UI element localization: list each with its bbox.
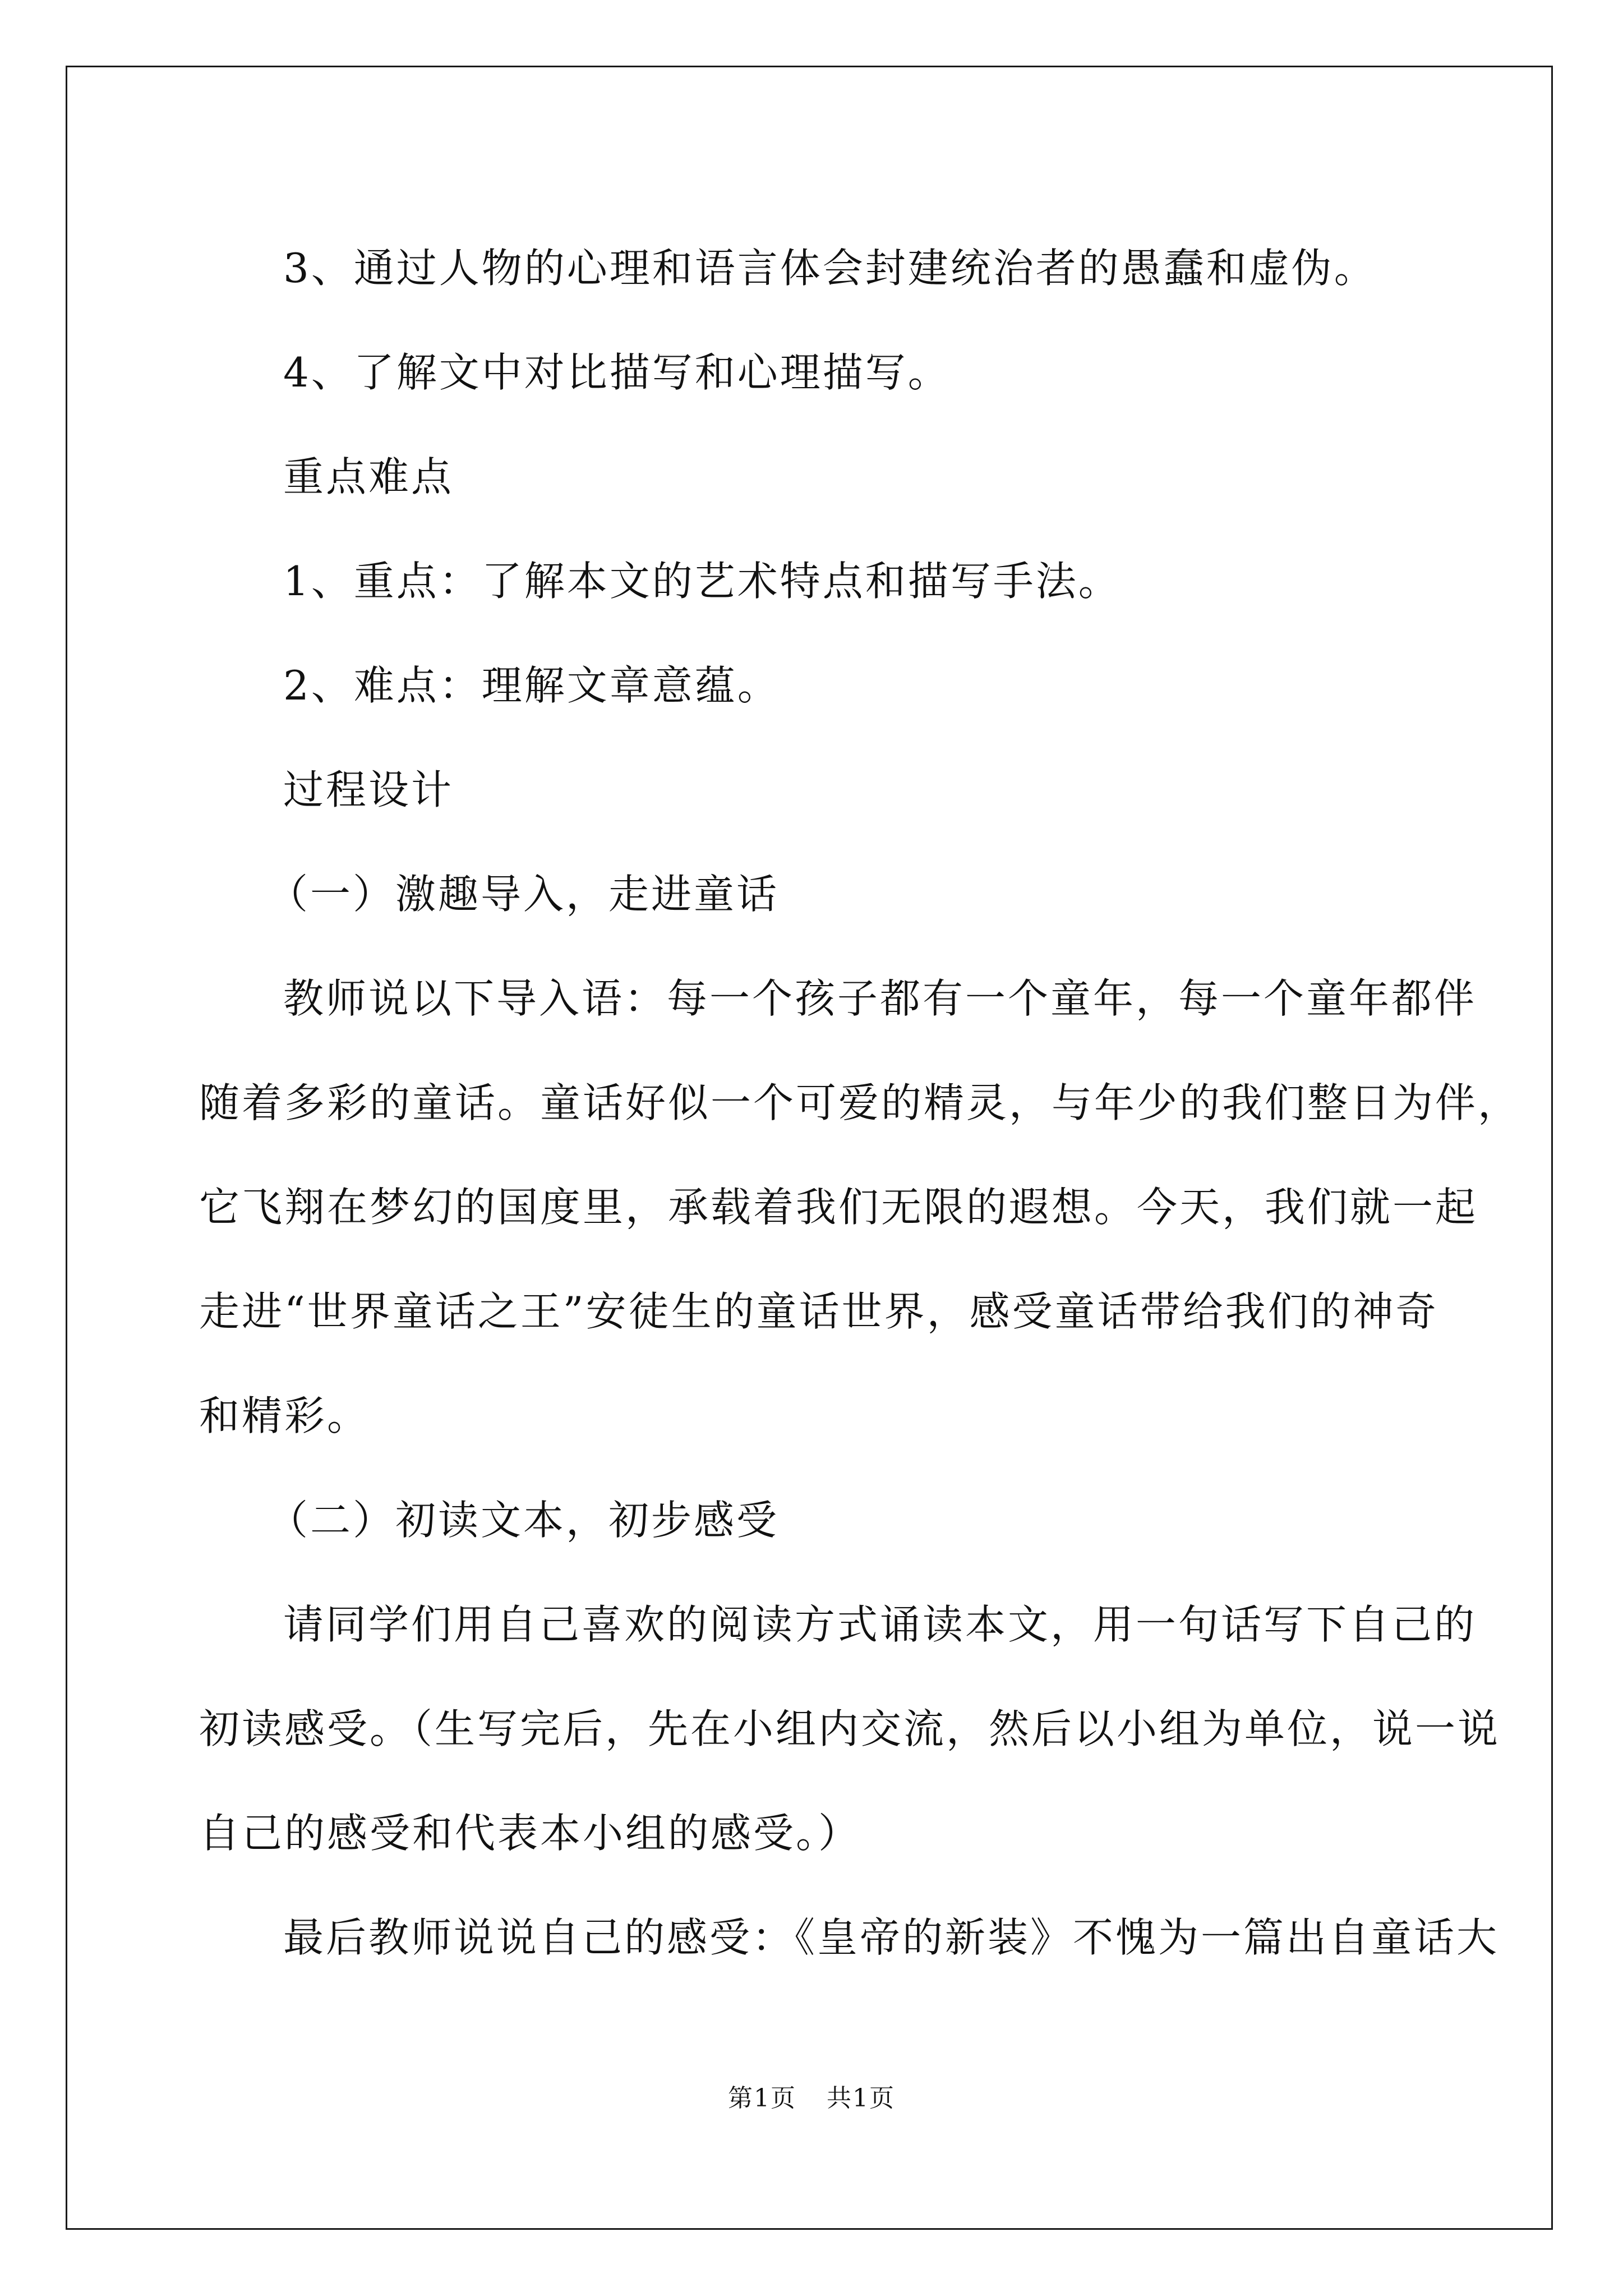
page-footer	[0, 2082, 1623, 2115]
paragraph: 教师说以下导入语：每一个孩子都有一个童年，每一个童年都伴	[283, 975, 1477, 1022]
paragraph-line: 初读感受。（生写完后，先在小组内交流，然后以小组为单位，说一说	[199, 1705, 1501, 1752]
paragraph: 1、重点：了解本文的艺术特点和描写手法。	[283, 558, 1121, 605]
subsection-heading: （二）初读文本，初步感受	[268, 1497, 780, 1544]
paragraph: 2、难点：理解文章意蕴。	[283, 662, 780, 709]
paragraph-line: 和精彩。	[199, 1392, 370, 1439]
paragraph: 3、通过人物的心理和语言体会封建统治者的愚蠢和虚伪。	[283, 245, 1377, 292]
paragraph-line: 自己的感受和代表本小组的感受。）	[199, 1810, 861, 1857]
page-total: 共1页	[827, 2084, 895, 2113]
paragraph-line: 随着多彩的童话。童话好似一个可爱的精灵，与年少的我们整日为伴，	[199, 1079, 1521, 1126]
document-body	[199, 216, 1521, 1990]
subsection-heading: （一）激趣导入，走进童话	[268, 871, 780, 918]
paragraph: 请同学们用自己喜欢的阅读方式诵读本文，用一句话写下自己的	[283, 1601, 1477, 1648]
paragraph-line: 走进“世界童话之王”安徒生的童话世界，感受童话带给我们的神奇	[199, 1288, 1438, 1335]
paragraph: 4、了解文中对比描写和心理描写。	[283, 349, 951, 396]
section-heading: 过程设计	[283, 766, 454, 813]
paragraph: 最后教师说说自己的感受：《皇帝的新装》不愧为一篇出自童话大	[283, 1914, 1500, 1961]
page-number: 第1页	[728, 2084, 796, 2113]
section-heading: 重点难点	[283, 453, 454, 500]
paragraph-line: 它飞翔在梦幻的国度里，承载着我们无限的遐想。今天，我们就一起	[199, 1184, 1478, 1231]
